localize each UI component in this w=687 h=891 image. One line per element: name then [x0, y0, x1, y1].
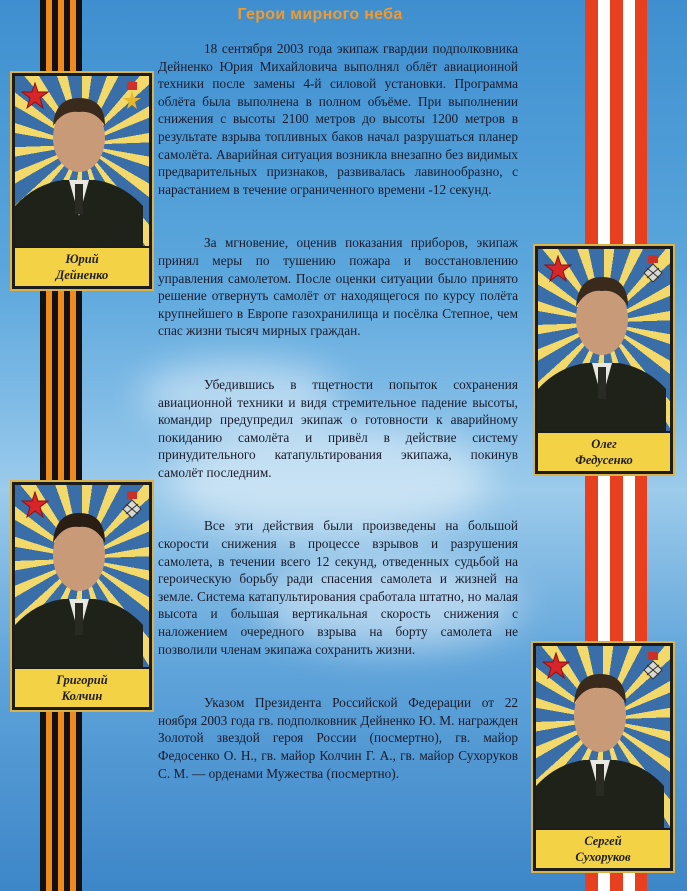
- officer-portrait-icon: [15, 485, 143, 669]
- portrait-caption: [538, 431, 670, 471]
- paragraph: За мгновение, оценив показания приборов, экипаж принял меры по тушению пожара и восстановлению управления самолетом. После оценки ситуации было принято решение отвернуть самолёт от находящегося по курсу полёта крупнейшего в Европе газохранилища и посёлка Степное, чем спас жизни тысяч мирных граждан.: [158, 235, 518, 339]
- first-name: Сергей: [584, 834, 622, 848]
- portrait-caption: [15, 246, 149, 286]
- paragraph: 18 сентября 2003 года экипаж гвардии подполковника Дейненко Юрия Михайловича выполнял облёт авиационной техники после замены 4-й силовой установки. Программа облёта была выполнена в полном объёме. При выполнении снижения с высоты 2100 метров до высоты 1200 метров в результате взрыва топливных баков начал разрушаться планер самолёта. Аварийная ситуация возникла внезапно без видимых предварительных признаков, развивалась лавинообразно, с нарастанием в течение ограниченного времени -12 секунд.: [158, 41, 518, 197]
- portrait-photo: [538, 249, 670, 433]
- portrait-photo: [15, 76, 149, 248]
- article-text: [158, 40, 518, 782]
- officer-portrait-icon: [538, 249, 666, 433]
- first-name: Олег: [591, 437, 617, 451]
- portrait-fedusenko: [535, 246, 673, 474]
- first-name: Григорий: [56, 673, 108, 687]
- portrait-photo: [15, 485, 149, 669]
- last-name: Федусенко: [575, 453, 633, 467]
- paragraph: Убедившись в тщетности попыток сохранения авиационной техники и видя стремительное падение высоты, командир предупредил экипаж о готовности к аварийному покиданию самолёта и привёл в действие систему принудительного катапультирования экипажа, покинув самолёт последним.: [158, 376, 518, 480]
- last-name: Колчин: [61, 689, 103, 703]
- portrait-kolchin: [12, 482, 152, 710]
- paragraph: Указом Президента Российской Федерации от 22 ноября 2003 года гв. подполковник Дейненко Ю. М. награжден Золотой звездой героя России (посмертно), гв. майор Федосенко О. Н., гв. майор Колчин Г. А., гв. майор Сухоруков С. М. — орденами Мужества (посмертно).: [158, 695, 518, 781]
- paragraph: Все эти действия были произведены на большой скорости снижения в процессе взрывов и разрушения самолета, в течении всего 12 секунд, отведенных судьбой на героическую борьбу ради спасения самолета и жизней на земле. Система катапультирования сработала штатно, но малая высота и большая вертикальная скорость снижения с наложением очередного взрыва на борту самолета не позволили членам экипажа сохранить жизни.: [158, 518, 518, 657]
- first-name: Юрий: [65, 252, 99, 266]
- officer-portrait-icon: [15, 76, 143, 248]
- officer-portrait-icon: [536, 646, 664, 830]
- portrait-deinenko: [12, 73, 152, 289]
- portrait-photo: [536, 646, 670, 830]
- portrait-caption: [536, 828, 670, 868]
- last-name: Дейненко: [55, 268, 109, 282]
- page-title: Герои мирного неба: [237, 6, 403, 23]
- last-name: Сухоруков: [575, 850, 631, 864]
- portrait-sukhorukov: [533, 643, 673, 871]
- portrait-caption: [15, 667, 149, 707]
